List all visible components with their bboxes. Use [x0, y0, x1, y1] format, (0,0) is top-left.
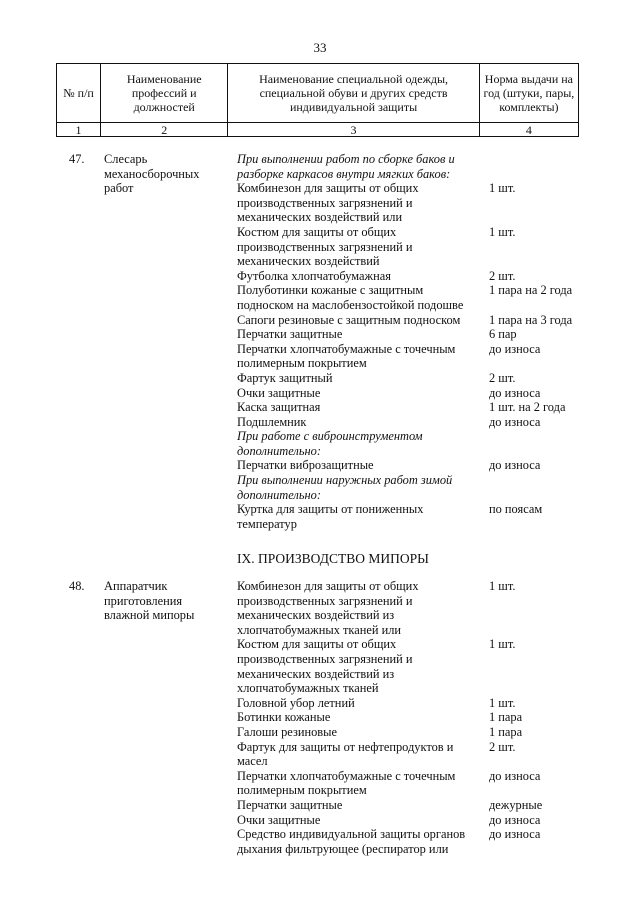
section-title: IX. ПРОИЗВОДСТВО МИПОРЫ [237, 551, 429, 566]
item-text: Куртка для защиты от пониженных температур [237, 502, 424, 531]
equipment-item [237, 637, 577, 695]
item-text: Перчатки виброзащитные [237, 458, 374, 473]
equipment-item [237, 371, 577, 386]
item-norm: до износа [489, 768, 541, 783]
header-num-3: 3 [228, 123, 479, 137]
item-norm: 1 пара [489, 724, 523, 739]
item-norm: до износа [489, 341, 541, 356]
header-num-2: 2 [101, 123, 228, 137]
equipment-item [237, 502, 577, 531]
item-text: При работе с виброинструментом дополнительно: [237, 429, 423, 458]
item-text: При выполнении работ по сборке баков и разборке каркасов внутри мягких баков: [237, 152, 455, 181]
header-col-equipment: Наименование специальной одежды, специальной обуви и других средств индивидуальной защиты [228, 64, 479, 123]
item-text: Фартук защитный [237, 370, 333, 385]
item-text: Ботинки кожаные [237, 710, 331, 725]
item-norm: 1 пара [489, 710, 523, 725]
equipment-item [237, 710, 577, 725]
item-text: Перчатки защитные [237, 797, 343, 812]
equipment-item [237, 400, 577, 415]
equipment-item [237, 225, 577, 269]
item-norm: 1 шт. [489, 637, 516, 652]
equipment-item [237, 415, 577, 430]
equipment-item [237, 579, 577, 637]
equipment-item [237, 386, 577, 401]
equipment-item [237, 696, 577, 711]
item-text: Подшлемник [237, 414, 307, 429]
item-norm: 1 шт. [489, 579, 516, 593]
equipment-item [237, 458, 577, 473]
item-norm: 2 шт. [489, 268, 516, 283]
item-norm: 1 шт. на 2 года [489, 400, 566, 415]
item-norm: 1 пара на 3 года [489, 312, 573, 327]
item-norm: 1 пара на 2 года [489, 283, 573, 298]
item-text: Сапоги резиновые с защитным подноском [237, 312, 461, 327]
entry-profession: Аппаратчик приготовления влажной мипоры [104, 579, 195, 623]
equipment-item [237, 269, 577, 284]
equipment-item [237, 798, 577, 813]
equipment-item [237, 725, 577, 740]
item-norm: дежурные [489, 797, 543, 812]
equipment-item [237, 327, 577, 342]
header-num-4: 4 [479, 123, 578, 137]
item-text: Комбинезон для защиты от общих производственных загрязнений и механических воздействий из хлопчатобумажных тканей или [237, 579, 419, 637]
item-text: Фартук для защиты от нефтепродуктов и масел [237, 739, 454, 769]
entry-items [237, 579, 577, 856]
entry-profession: Слесарь механосборочных работ [104, 152, 200, 196]
equipment-item [237, 740, 577, 769]
item-text: Головной убор летний [237, 695, 355, 710]
page-number: 33 [313, 40, 327, 55]
item-norm: по поясам [489, 502, 543, 517]
item-text: Полуботинки кожаные с защитным подноском на маслобензостойкой подошве [237, 283, 464, 312]
equipment-item [237, 313, 577, 328]
item-norm: 6 пар [489, 327, 517, 342]
equipment-item [237, 283, 577, 312]
item-text: Комбинезон для защиты от общих производственных загрязнений и механических воздействий или [237, 181, 419, 225]
item-text: Очки защитные [237, 812, 321, 827]
item-norm: 1 шт. [489, 224, 516, 239]
item-norm: до износа [489, 827, 541, 842]
entry-items [237, 152, 577, 531]
item-norm: до износа [489, 812, 541, 827]
entry-number: 48. [69, 579, 85, 593]
header-col-number: № п/п [57, 64, 101, 123]
item-text: Галоши резиновые [237, 724, 337, 739]
table-header [56, 63, 579, 137]
item-text: Средство индивидуальной защиты органов дыхания фильтрующее (респиратор или [237, 827, 466, 856]
condition-note [237, 429, 577, 458]
item-norm: до износа [489, 385, 541, 400]
equipment-item [237, 769, 577, 798]
condition-note [237, 152, 577, 181]
item-norm: 2 шт. [489, 739, 516, 754]
equipment-item [237, 342, 577, 371]
entry-number: 47. [69, 152, 85, 166]
item-text: Костюм для защиты от общих производственных загрязнений и механических воздействий из хлопчатобумажных тканей [237, 637, 413, 696]
item-text: Костюм для защиты от общих производственных загрязнений и механических воздействий [237, 224, 413, 269]
item-norm: 1 шт. [489, 181, 516, 196]
item-text: Очки защитные [237, 385, 321, 400]
item-text: Каска защитная [237, 400, 321, 415]
item-norm: до износа [489, 458, 541, 473]
item-text: Перчатки защитные [237, 327, 343, 342]
header-num-1: 1 [57, 123, 101, 137]
item-text: При выполнении наружных работ зимой дополнительно: [237, 473, 453, 502]
condition-note [237, 473, 577, 502]
equipment-item [237, 181, 577, 225]
header-col-profession: Наименование профессий и должностей [101, 64, 228, 123]
item-text: Футболка хлопчатобумажная [237, 268, 391, 283]
header-col-norm: Норма выдачи на год (штуки, пары, комплекты) [479, 64, 578, 123]
item-norm: 1 шт. [489, 695, 516, 710]
item-text: Перчатки хлопчатобумажные с точечным полимерным покрытием [237, 341, 456, 371]
equipment-item [237, 813, 577, 828]
item-text: Перчатки хлопчатобумажные с точечным полимерным покрытием [237, 768, 456, 798]
item-norm: до износа [489, 414, 541, 429]
item-norm: 2 шт. [489, 370, 516, 385]
equipment-item [237, 827, 577, 856]
